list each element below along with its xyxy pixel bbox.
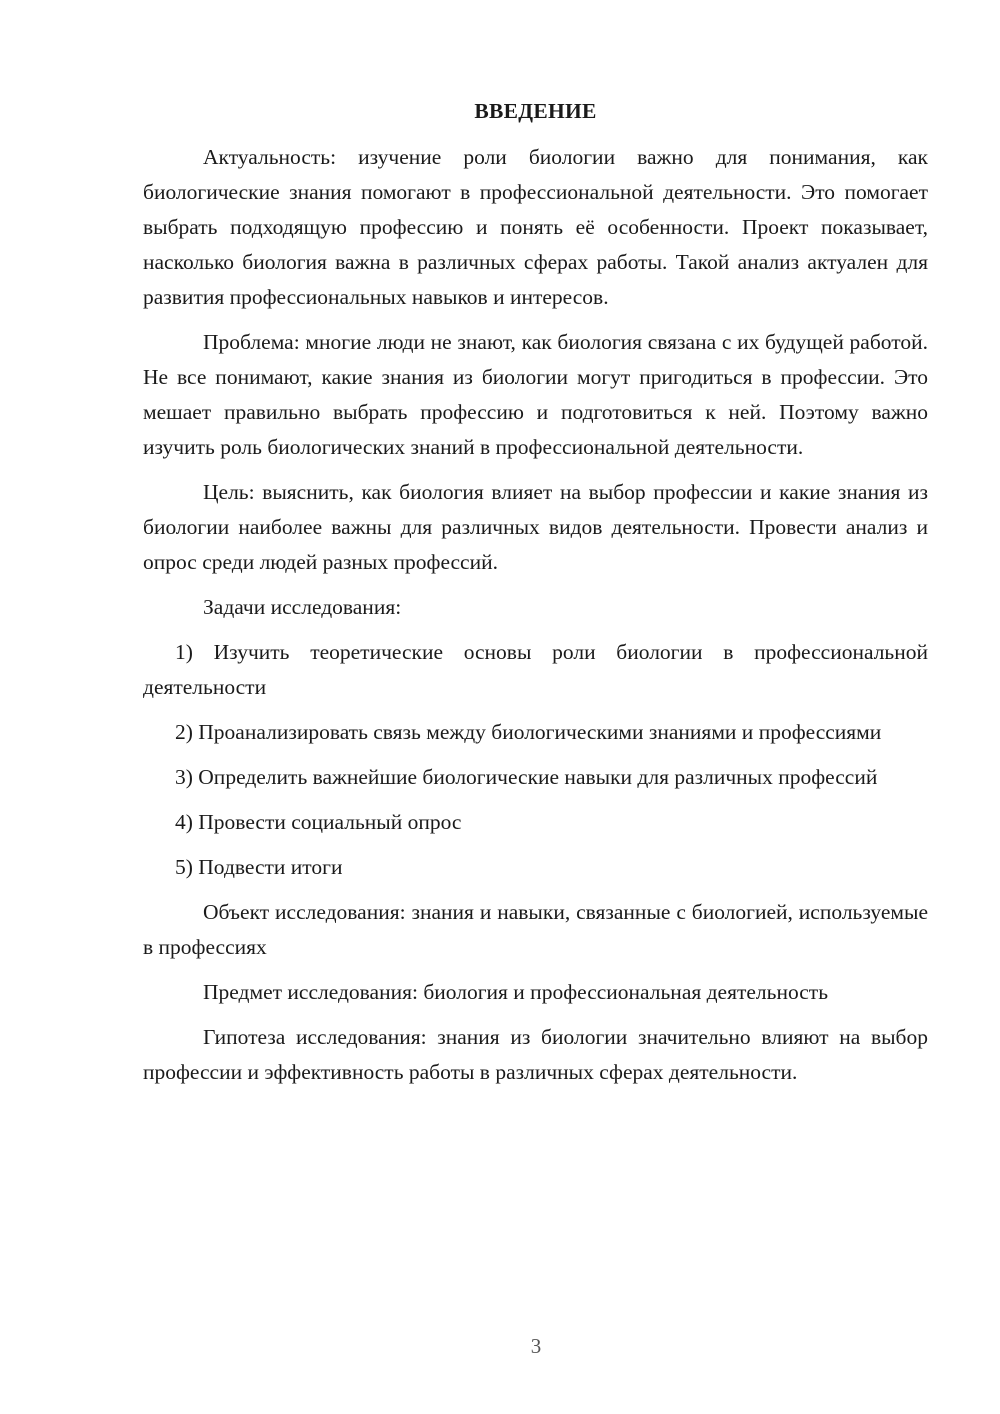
paragraph-goal: Цель: выяснить, как биология влияет на выбор профессии и какие знания из биологии наиболее важны для различных видов деятельности. Провести анализ и опрос среди людей разных профессий.: [143, 480, 928, 574]
tasks-list: [143, 635, 928, 885]
paragraph-object: Объект исследования: знания и навыки, связанные с биологией, используемые в профессиях: [143, 900, 928, 959]
list-item: 1) Изучить теоретические основы роли биологии в профессиональной деятельности: [143, 640, 928, 699]
page-number: 3: [530, 1334, 542, 1358]
list-item: 5) Подвести итоги: [175, 855, 343, 879]
tasks-heading: Задачи исследования:: [203, 595, 402, 619]
list-item: 3) Определить важнейшие биологические навыки для различных профессий: [175, 765, 878, 789]
document-page: [143, 96, 928, 1100]
list-item: 4) Провести социальный опрос: [175, 810, 462, 834]
paragraph-problem: Проблема: многие люди не знают, как биология связана с их будущей работой. Не все понимают, какие знания из биологии могут пригодиться в профессии. Это мешает правильно выбрать профессию и подготовиться к ней. Поэтому важно изучить роль биологических знаний в профессиональной деятельности.: [143, 330, 928, 459]
list-item: 2) Проанализировать связь между биологическими знаниями и профессиями: [175, 720, 882, 744]
paragraph-hypothesis: Гипотеза исследования: знания из биологии значительно влияют на выбор профессии и эффективность работы в различных сферах деятельности.: [143, 1025, 928, 1084]
paragraph-subject: Предмет исследования: биология и профессиональная деятельность: [203, 980, 829, 1004]
page-title: ВВЕДЕНИЕ: [474, 99, 597, 123]
paragraph-relevance: Актуальность: изучение роли биологии важно для понимания, как биологические знания помогают в профессиональной деятельности. Это помогает выбрать подходящую профессию и понять её особенности. Проект показывает, насколько биология важна в различных сферах работы. Такой анализ актуален для развития профессиональных навыков и интересов.: [143, 145, 928, 309]
